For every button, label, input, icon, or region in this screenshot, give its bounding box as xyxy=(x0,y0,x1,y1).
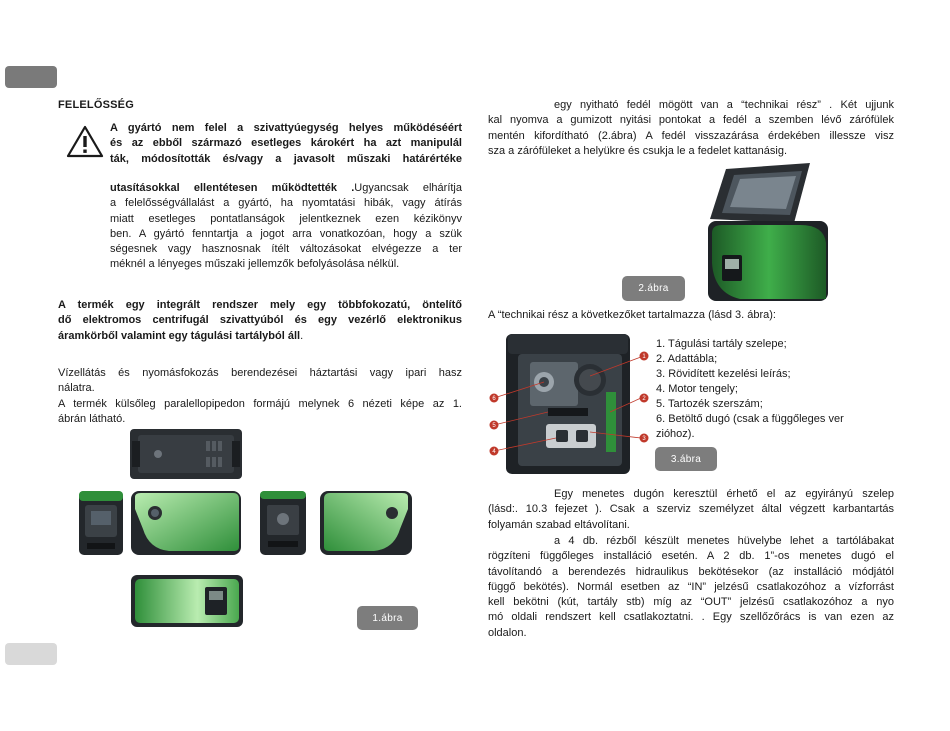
warning-cont-line xyxy=(110,181,462,196)
cover-description xyxy=(488,98,894,159)
warning-text-block xyxy=(110,181,462,273)
product-line-3-end: . xyxy=(300,329,304,342)
fig1-view-side-right xyxy=(318,489,414,557)
tech-list-item: 2. Adattábla; xyxy=(656,353,718,365)
callout-3-number: 3 xyxy=(642,436,646,443)
warning-text-line: a felelősségvállalást a gyártó, ha nyomtatási hibák, vagy átírás xyxy=(110,197,462,210)
warning-icon xyxy=(66,125,104,158)
valve-line: folyamán szabad eltávolítani. xyxy=(488,518,630,531)
install-line: oldalon. xyxy=(488,626,527,639)
fig1-view-bottom xyxy=(129,573,245,629)
callout-6-number: 6 xyxy=(492,396,496,403)
valve-line: (lásd:. 10.3 fejezet ). Csak a szerviz személyzet által végzett karbantartás xyxy=(488,503,894,516)
warning-text-line: méknél a lényeges műszaki jellemzők befolyásolása nélkül. xyxy=(110,258,400,271)
page-tab-top xyxy=(5,66,57,88)
install-line: távolítandó a berendezés hidraulikus bekötésekor (az installáció módjától xyxy=(488,565,894,578)
valve-line: Egy menetes dugón keresztül érhető el az egyirányú szelep xyxy=(554,488,894,500)
tech-list-item: zióhoz). xyxy=(656,428,695,440)
callout-6 xyxy=(489,393,499,403)
tech-list-item: 1. Tágulási tartály szelepe; xyxy=(656,338,787,350)
cover-line: egy nyitható fedél mögött van a “technikai rész” . Két ujjunk xyxy=(554,99,894,111)
install-line: mó oldali rendszert kell csatlakoztatni. . Egy szellőzőrács is van ezen az xyxy=(488,611,894,624)
tech-intro: A “technikai rész a következőket tartalmazza (lásd 3. ábra): xyxy=(488,309,776,321)
warning-cont-bold: utasításokkal ellentétesen működtették . xyxy=(110,182,355,194)
cover-line: mentén kifordítható (2.ábra) A fedél visszazárása érdekében illessze visz xyxy=(488,129,894,142)
tech-list-item: 3. Rövidített kezelési leírás; xyxy=(656,368,791,380)
callout-2 xyxy=(639,393,649,403)
product-line-1: A termék egy integrált rendszer mely egy többfokozatú, öntelítő xyxy=(58,299,462,311)
product-line-2: dő elektromos centrifugál szivattyúból és egy vezérlő elektronikus xyxy=(58,314,462,327)
tech-list-item: 4. Motor tengely; xyxy=(656,383,738,395)
install-line: rögzíteni függőleges installáció esetén. A 2 db. 1”-os menetes dugó el xyxy=(488,550,894,563)
fig2-caption: 2.ábra xyxy=(622,276,685,301)
product-line-3 xyxy=(58,329,462,344)
usage-line: Vízellátás és nyomásfokozás berendezései háztartási vagy ipari hasz xyxy=(58,367,462,379)
usage-description xyxy=(58,366,462,427)
section-heading: FELELŐSSÉG xyxy=(58,99,134,111)
fig1-view-back xyxy=(258,489,308,557)
valve-description xyxy=(488,487,894,533)
tech-list-item: 6. Betöltő dugó (csak a függőleges ver xyxy=(656,413,844,425)
usage-line: A termék külsőleg paralellopipedon formájú melynek 6 nézeti képe az 1. xyxy=(58,397,462,410)
warning-text-line: miatt esetleges pontatlanságok jelentkeznek ezen kézikönyv xyxy=(110,212,462,225)
page-tab-bottom xyxy=(5,643,57,665)
install-line: függő bekötés). Normál esetben az “IN” jelzésű csatlakozóhoz a vízforrást xyxy=(488,580,894,593)
callout-1 xyxy=(639,351,649,361)
warning-bold-block xyxy=(110,121,462,167)
fig1-view-side-left xyxy=(129,489,243,557)
fig2-pump-open-lid xyxy=(700,163,834,303)
warning-line-1: A gyártó nem felel a szivattyúegység helyes működéséért xyxy=(110,122,462,134)
product-description xyxy=(58,298,462,344)
tech-list xyxy=(656,337,844,442)
warning-text-line: ségesnek vagy hasznosnak ítélt változásokat elvégezze a ter xyxy=(110,243,462,256)
usage-line: nálatra. xyxy=(58,382,95,395)
install-line: kell bekötni (kút, tartály stb) míg az “OUT” jelzésű csatlakozóhoz a nyo xyxy=(488,596,894,609)
warning-line-2: és az ebből származó esetleges károkért ha azt manipulál xyxy=(110,137,462,150)
callout-5 xyxy=(489,420,499,430)
fig1-view-front xyxy=(77,489,125,557)
tech-list-item: 5. Tartozék szerszám; xyxy=(656,398,763,410)
callout-3 xyxy=(639,433,649,443)
warning-cont-rest: Ugyancsak elhárítja xyxy=(354,182,462,194)
cover-line: kal nyomva a gumizott nyitási pontokat a fedél a szemben lévő zárófülek xyxy=(488,114,894,127)
warning-text-line: ben. A gyártó fenntartja a jogot arra vonatkozóan, hogy a szük xyxy=(110,227,462,240)
fig1-caption: 1.ábra xyxy=(357,606,418,630)
fig3-caption: 3.ábra xyxy=(655,447,717,471)
install-description xyxy=(488,534,894,641)
install-line: a 4 db. rézből készült menetes hüvelybe lehet a tartólábakat xyxy=(554,535,894,547)
cover-line: sza a zárófüleket a helyükre és csukja le a fedelet kattanásig. xyxy=(488,144,788,157)
product-line-3-bold: áramkörből valamint egy tágulási tartályból áll xyxy=(58,329,301,342)
callout-4 xyxy=(489,446,499,456)
fig1-view-top xyxy=(128,427,244,481)
usage-line: ábrán látható. xyxy=(58,412,126,425)
callout-5-number: 5 xyxy=(492,423,496,430)
callout-4-number: 4 xyxy=(492,449,496,456)
callout-1-number: 1 xyxy=(642,354,646,361)
warning-line-3: ták, módosították és/vagy a javasolt műszaki határértéke xyxy=(110,152,462,165)
callout-2-number: 2 xyxy=(642,396,646,403)
fig3-technical-part xyxy=(486,332,651,477)
